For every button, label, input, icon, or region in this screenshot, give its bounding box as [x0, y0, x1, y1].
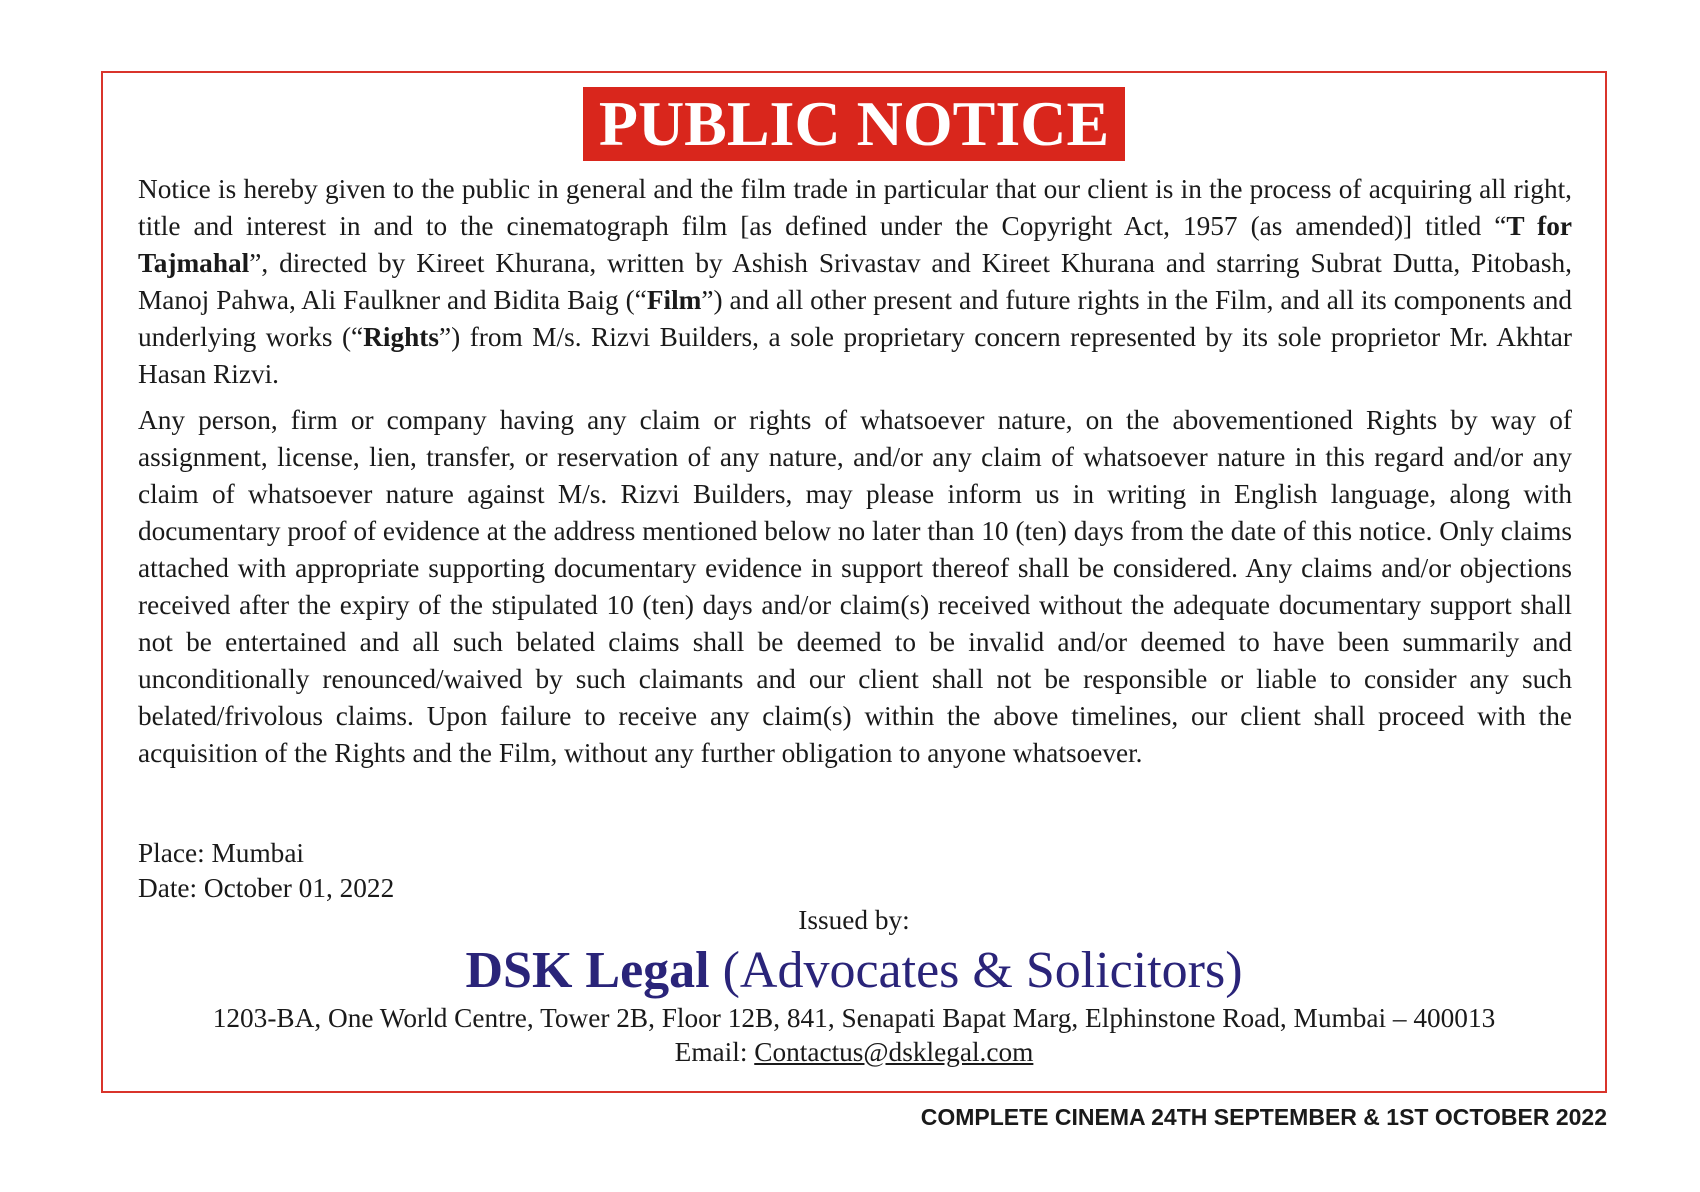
notice-body: [138, 171, 1572, 781]
publication-footer: COMPLETE CINEMA 24TH SEPTEMBER & 1ST OCTOBER 2022: [920, 1104, 1607, 1130]
email-line: [103, 1035, 1605, 1069]
paragraph1-part4: ”) from M/s. Rizvi Builders, a sole proprietary concern represented by its sole proprietor Mr. Akhtar Hasan Rizvi.: [138, 322, 1573, 389]
paragraph-acquisition: [138, 171, 1572, 393]
email-label: Email:: [674, 1037, 748, 1067]
firm-description: (Advocates & Solicitors): [722, 942, 1243, 999]
firm-address: 1203-BA, One World Centre, Tower 2B, Floor 12B, 841, Senapati Bapat Marg, Elphinstone Road, Mumbai – 400013: [212, 1003, 1496, 1033]
date: Date: October 01, 2022: [138, 873, 395, 903]
paragraph-claims: Any person, firm or company having any claim or rights of whatsoever nature, on the abovementioned Rights by way of assignment, license, lien, transfer, or reservation of any nature, and/or any claim of whatsoever nature in this regard and/or any claim of whatsoever nature against M/s. Rizvi Builders, may please inform us in writing in English language, along with documentary proof of evidence at the address mentioned below no later than 10 (ten) days from the date of this notice. Only claims attached with appropriate supporting documentary evidence in support thereof shall be considered. Any claims and/or objections received after the expiry of the stipulated 10 (ten) days and/or claim(s) received without the adequate documentary support shall not be entertained and all such belated claims shall be deemed to be invalid and/or deemed to have been summarily and unconditionally renounced/waived by such claimants and our client shall not be responsible or liable to consider any such belated/frivolous claims. Upon failure to receive any claim(s) within the above timelines, our client shall proceed with the acquisition of the Rights and the Film, without any further obligation to anyone whatsoever.: [138, 405, 1572, 768]
issued-by: Issued by:: [798, 905, 910, 935]
title-wrap: [103, 87, 1605, 161]
firm-name: DSK Legal: [465, 942, 710, 999]
paragraph1-part3: ”) and all other present and future rights in the Film, and all its components and underlying works (“: [138, 285, 1572, 352]
film-title: T for Tajmahal: [138, 211, 1572, 278]
film-term: Film: [646, 285, 702, 315]
notice-box: [101, 71, 1607, 1093]
rights-term: Rights: [363, 322, 440, 352]
place: Place: Mumbai: [138, 838, 305, 868]
public-notice-title: PUBLIC NOTICE: [583, 87, 1125, 161]
paragraph1-part2: ”, directed by Kireet Khurana, written by Ashish Srivastav and Kireet Khurana and starring Subrat Dutta, Pitobash, Manoj Pahwa, Ali Faulkner and Bidita Baig (“: [138, 248, 1572, 315]
firm-heading: [103, 941, 1605, 1001]
email-link[interactable]: Contactus@dsklegal.com: [754, 1037, 1034, 1067]
paragraph1-part1: Notice is hereby given to the public in general and the film trade in particular that our client is in the process of acquiring all right, title and interest in and to the cinematograph film [as defined under the Copyright Act, 1957 (as amended)] titled “: [138, 174, 1572, 241]
place-date: [138, 836, 394, 906]
